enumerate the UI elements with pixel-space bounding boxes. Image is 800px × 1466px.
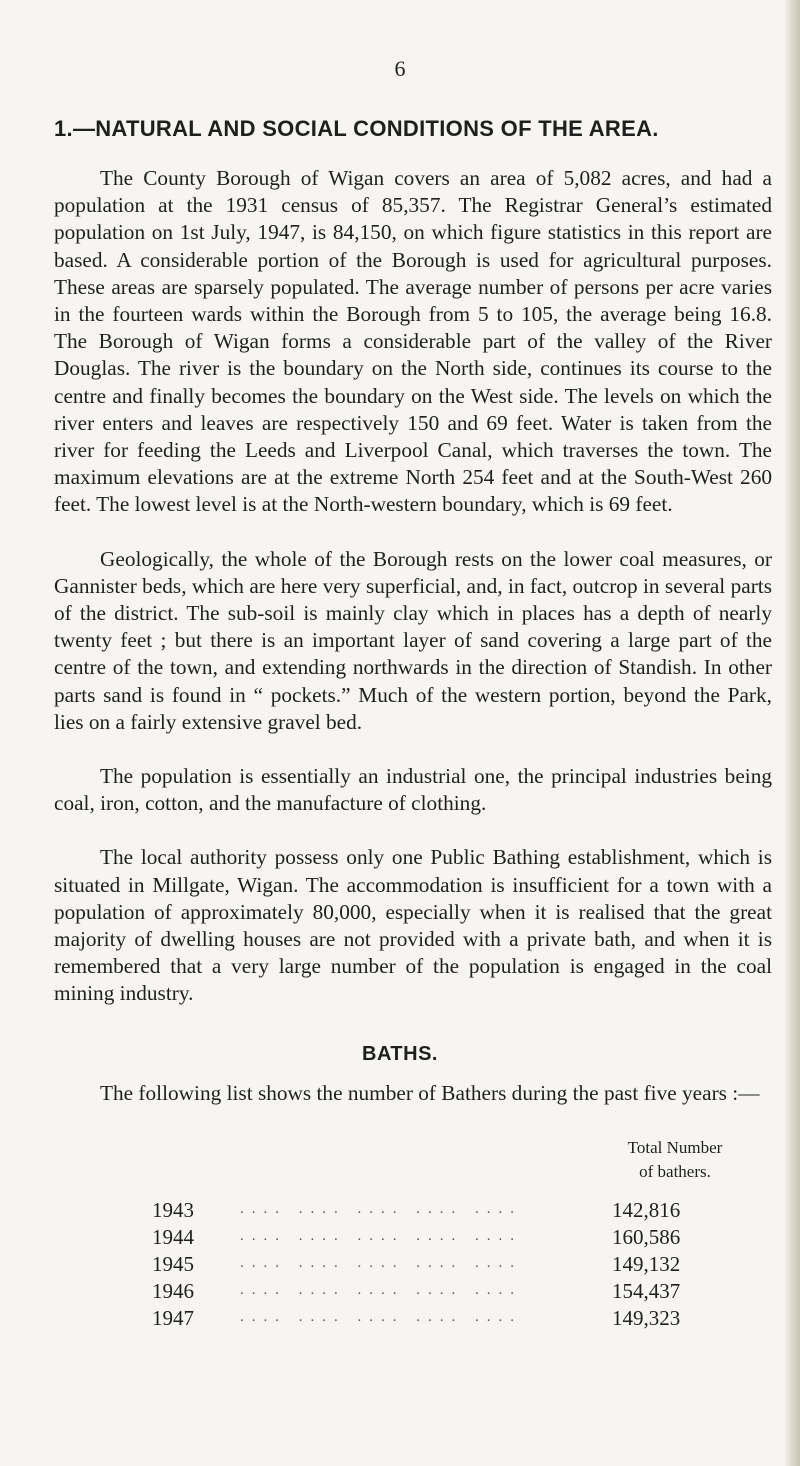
row-year: 1947	[152, 1306, 194, 1330]
table-row	[152, 1279, 772, 1306]
page-number: 6	[394, 56, 406, 81]
baths-title: BATHS.	[362, 1043, 438, 1065]
section-heading: 1.—NATURAL AND SOCIAL CONDITIONS OF THE AREA.	[54, 116, 659, 141]
row-count: 149,132	[612, 1252, 681, 1276]
leader-dots: .... .... .... .... ....	[240, 1309, 522, 1325]
paragraph-industries: The population is essentially an industrial one, the principal industries being coal, iron, cotton, and the manufacture of clothing.	[54, 764, 772, 816]
bathers-table	[152, 1198, 772, 1333]
row-count: 154,437	[612, 1279, 681, 1303]
leader-dots: .... .... .... .... ....	[240, 1282, 522, 1298]
row-year: 1945	[152, 1252, 194, 1276]
column-header-line2: of bathers.	[639, 1162, 711, 1181]
baths-intro: The following list shows the number of Bathers during the past five years :—	[100, 1081, 760, 1105]
column-header-line1: Total Number	[627, 1138, 723, 1157]
row-count: 142,816	[612, 1198, 681, 1222]
table-row	[152, 1306, 772, 1333]
table-row	[152, 1198, 772, 1225]
leader-dots: .... .... .... .... ....	[240, 1228, 522, 1244]
table-row	[152, 1225, 772, 1252]
row-year: 1943	[152, 1198, 194, 1222]
column-header	[590, 1136, 760, 1184]
paragraph-bathing: The local authority possess only one Public Bathing establishment, which is situated in Millgate, Wigan. The accommodation is insufficient for a town with a population of approximately 80,000, especially when it is realised that the great majority of dwelling houses are not provided with a private bath, and when it is remembered that a very large number of the population is engaged in the coal mining industry.	[54, 845, 772, 1006]
paragraph-area: The County Borough of Wigan covers an area of 5,082 acres, and had a population at the 1931 census of 85,357. The Registrar General’s estimated population on 1st July, 1947, is 84,150, on which figure statistics in this report are based. A considerable portion of the Borough is used for agricultural purposes. These areas are sparsely populated. The average number of persons per acre varies in the fourteen wards within the Borough from 5 to 105, the average being 16.8. The Borough of Wigan forms a considerable part of the valley of the River Douglas. The river is the boundary on the North side, continues its course to the centre and finally becomes the boundary on the West side. The levels on which the river enters and leaves are respectively 150 and 69 feet. Water is taken from the river for feeding the Leeds and Liverpool Canal, which traverses the town. The maximum elevations are at the extreme North 254 feet and at the South-West 260 feet. The lowest level is at the North-western boundary, which is 69 feet.	[54, 166, 772, 517]
paragraph-geology: Geologically, the whole of the Borough rests on the lower coal measures, or Gannister beds, which are here very superficial, and, in fact, outcrop in several parts of the district. The sub-soil is mainly clay which in places has a depth of nearly twenty feet ; but there is an important layer of sand covering a large part of the centre of the town, and extending northwards in the direction of Standish. In other parts sand is found in “ pockets.” Much of the western portion, beyond the Park, lies on a fairly extensive gravel bed.	[54, 546, 772, 734]
table-row	[152, 1252, 772, 1279]
page-edge-shadow	[784, 0, 800, 1466]
body-text	[54, 165, 772, 1035]
row-year: 1944	[152, 1225, 194, 1249]
row-count: 160,586	[612, 1225, 681, 1249]
row-count: 149,323	[612, 1306, 681, 1330]
leader-dots: .... .... .... .... ....	[240, 1255, 522, 1271]
row-year: 1946	[152, 1279, 194, 1303]
leader-dots: .... .... .... .... ....	[240, 1201, 522, 1217]
